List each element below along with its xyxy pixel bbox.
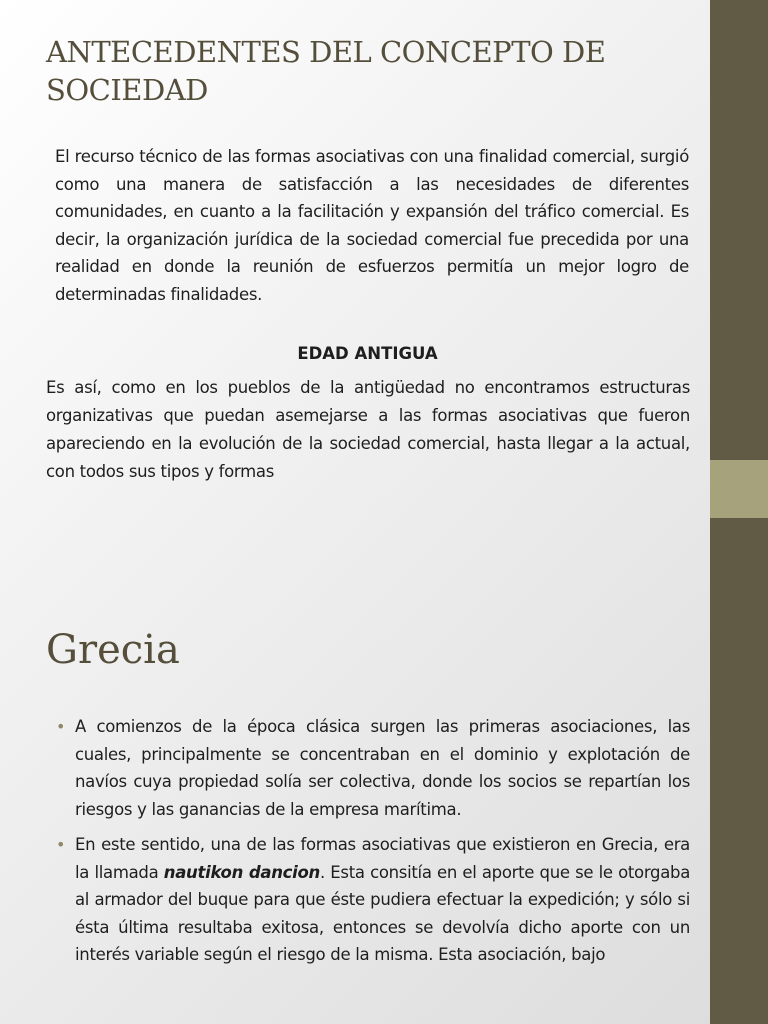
bullet-item	[56, 831, 690, 969]
intro-paragraph: El recurso técnico de las formas asociativas con una finalidad comercial, surgió como una manera de satisfacción a las necesidades de diferentes comunidades, en cuanto a la facilitación y expansión del tráfico comercial. Es decir, la organización jurídica de la sociedad comercial fue precedida por una realidad en donde la reunión de esfuerzos permitía un mejor logro de determinadas finalidades.	[55, 147, 689, 304]
bullet-text-before: En este sentido, una de las formas asociativas que existieron en Grecia, era la llamada	[75, 835, 690, 882]
term-nautikon-dancion: nautikon dancion	[163, 862, 320, 882]
bullet-list	[56, 713, 690, 977]
bullet-item	[56, 713, 690, 823]
slide-grecia	[0, 600, 710, 1024]
bullet-text: A comienzos de la época clásica surgen las primeras asociaciones, las cuales, principalmente se concentraban en el dominio y explotación de navíos cuya propiedad solía ser colectiva, donde los socios se repartían los riesgos y las ganancias de la empresa marítima.	[75, 717, 690, 819]
slide-title-grecia: Grecia	[46, 627, 180, 673]
bullet-dot-icon: •	[56, 835, 66, 854]
slide-title-antecedentes: ANTECEDENTES DEL CONCEPTO DE SOCIEDAD	[46, 35, 606, 107]
slide-antecedentes	[0, 0, 710, 500]
subheading-edad-antigua: EDAD ANTIGUA	[297, 344, 438, 363]
bullet-text-after: . Esta consitía en el aporte que se le otorgaba al armador del buque para que éste pudiera efectuar la expedición; y sólo si ésta última resultaba exitosa, entonces se devolvía dicho aporte con un interés variable según el riesgo de la misma. Esta asociación, bajo	[75, 862, 691, 964]
bullet-dot-icon: •	[56, 717, 66, 736]
sidebar-accent-block	[710, 460, 768, 518]
antiquity-paragraph: Es así, como en los pueblos de la antigüedad no encontramos estructuras organizativas que puedan asemejarse a las formas asociativas que fueron apareciendo en la evolución de la sociedad comercial, hasta llegar a la actual, con todos sus tipos y formas	[46, 378, 690, 481]
